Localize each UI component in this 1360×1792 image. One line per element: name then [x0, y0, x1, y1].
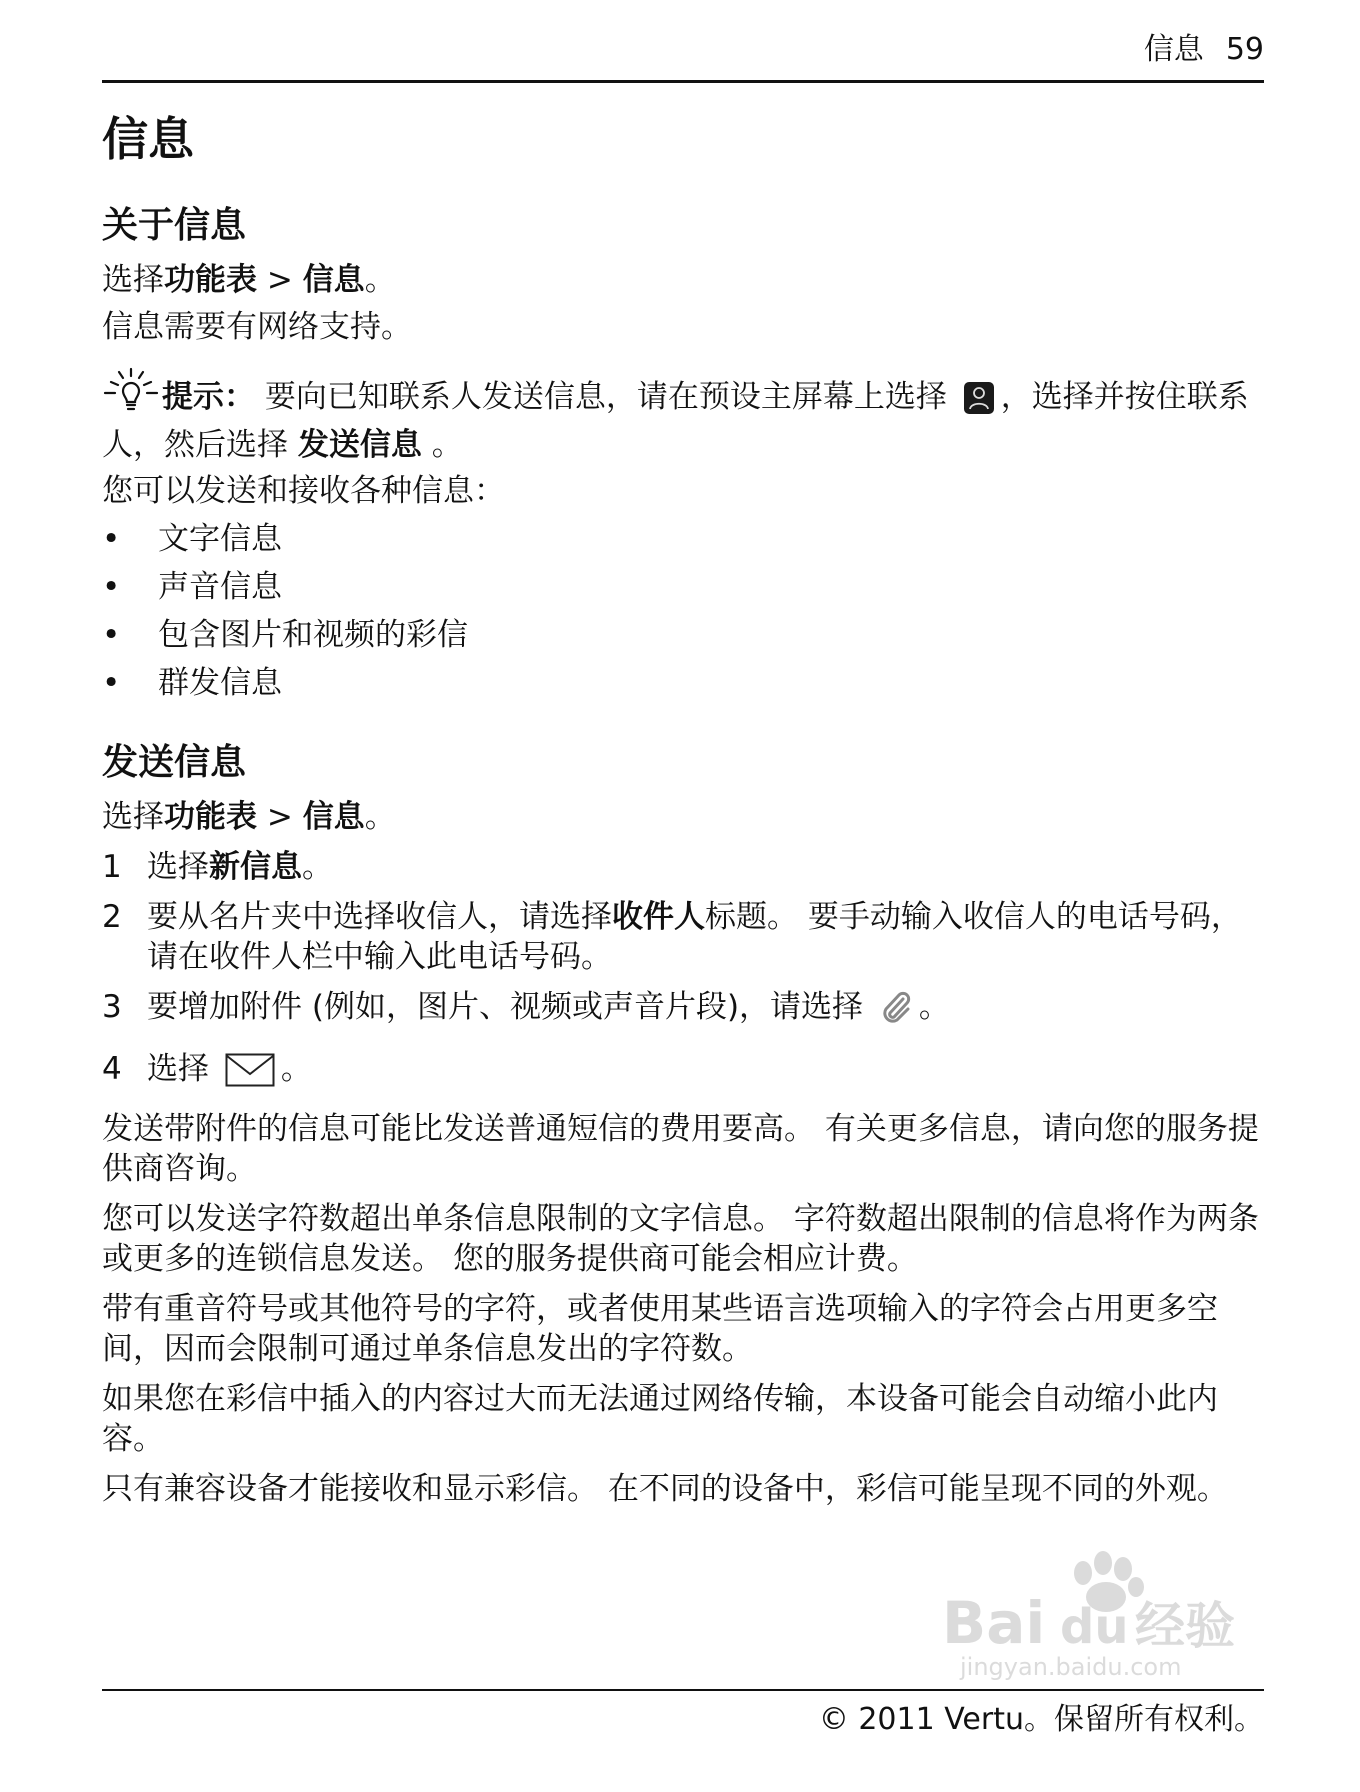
path-separator: >	[257, 262, 303, 298]
list-item: • 声音信息	[102, 567, 1264, 607]
paperclip-icon	[879, 991, 913, 1035]
running-head	[1144, 30, 1264, 70]
page-title: 信息	[102, 112, 194, 166]
watermark-url: jingyan.baidu.com	[960, 1653, 1182, 1681]
step-item	[102, 897, 1264, 977]
step-text: 选择	[147, 849, 209, 885]
footer-rule	[102, 1689, 1264, 1691]
path-separator: >	[257, 799, 303, 835]
step-number: 3	[102, 989, 122, 1025]
send-menu-path	[102, 797, 1264, 837]
message-types-intro: 您可以发送和接收各种信息：	[102, 473, 505, 509]
page-number: 59	[1225, 32, 1264, 67]
step-number: 1	[102, 849, 122, 885]
watermark-brand: Bai	[942, 1589, 1046, 1657]
step-item	[102, 1049, 1264, 1097]
tip-label: 提示：	[162, 379, 255, 415]
header-rule	[102, 80, 1264, 83]
tip-end: 。	[421, 427, 463, 463]
select-text: 选择	[102, 799, 164, 835]
tip-text-1: 要向已知联系人发送信息，请在预设主屏幕上选择	[255, 379, 957, 415]
section-heading-send: 发送信息	[102, 742, 247, 783]
menu-label: 功能表	[164, 262, 257, 298]
menu-label: 功能表	[164, 799, 257, 835]
watermark-brand-2: du	[1060, 1599, 1129, 1655]
step-item	[102, 987, 1264, 1035]
period: 。	[364, 799, 396, 835]
messaging-label: 信息	[302, 262, 365, 298]
step-text: 要从名片夹中选择收信人，请选择	[147, 899, 612, 935]
send-steps	[102, 847, 1264, 1097]
step-text: 标题。 要手动输入收信人的电话号码，请在收件人栏中输入此电话号码。	[147, 899, 1242, 975]
baidu-watermark	[940, 1545, 1270, 1685]
step-item	[102, 847, 1264, 887]
running-head-section: 信息	[1143, 32, 1204, 67]
paragraph: 如果您在彩信中插入的内容过大而无法通过网络传输，本设备可能会自动缩小此内容。	[102, 1381, 1218, 1457]
send-message-option: 发送信息	[297, 427, 422, 463]
contacts-icon	[963, 381, 995, 425]
network-note: 信息需要有网络支持。	[102, 309, 412, 345]
page-content	[102, 104, 1264, 1509]
envelope-icon	[225, 1053, 275, 1097]
paragraph: 只有兼容设备才能接收和显示彩信。 在不同的设备中，彩信可能呈现不同的外观。	[102, 1471, 1228, 1507]
tip-text-2: ，选择并按住联系人，然后选择	[102, 379, 1249, 463]
new-message-option: 新信息	[209, 849, 302, 885]
select-text: 选择	[102, 262, 164, 298]
lightbulb-icon	[102, 367, 160, 413]
about-menu-path	[102, 260, 1264, 300]
list-item: • 群发信息	[102, 663, 1264, 703]
message-types-list	[102, 519, 1264, 703]
messaging-label: 信息	[302, 799, 365, 835]
paragraph: 发送带附件的信息可能比发送普通短信的费用要高。 有关更多信息，请向您的服务提供商咨询。	[102, 1111, 1259, 1187]
step-text: 要增加附件 (例如，图片、视频或声音片段)，请选择	[147, 989, 873, 1025]
tip-paragraph	[102, 367, 1264, 465]
recipient-field-label: 收件人	[612, 899, 705, 935]
watermark-text: 经验	[1135, 1597, 1235, 1655]
paragraph: 您可以发送字符数超出单条信息限制的文字信息。 字符数超出限制的信息将作为两条或更多的连锁信息发送。 您的服务提供商可能会相应计费。	[102, 1201, 1259, 1277]
copyright-footer: © 2011 Vertu。保留所有权利。	[818, 1702, 1264, 1737]
list-item: • 文字信息	[102, 519, 1264, 559]
step-number: 2	[102, 899, 122, 935]
step-text: 选择	[147, 1051, 219, 1087]
step-text: 。	[918, 989, 950, 1025]
step-text: 。	[280, 1051, 312, 1087]
list-item: • 包含图片和视频的彩信	[102, 615, 1264, 655]
paragraph: 带有重音符号或其他符号的字符，或者使用某些语言选项输入的字符会占用更多空间，因而会限制可通过单条信息发出的字符数。	[102, 1291, 1218, 1367]
step-text: 。	[302, 849, 333, 885]
section-heading-about: 关于信息	[102, 205, 247, 246]
step-number: 4	[102, 1051, 122, 1087]
period: 。	[364, 262, 396, 298]
